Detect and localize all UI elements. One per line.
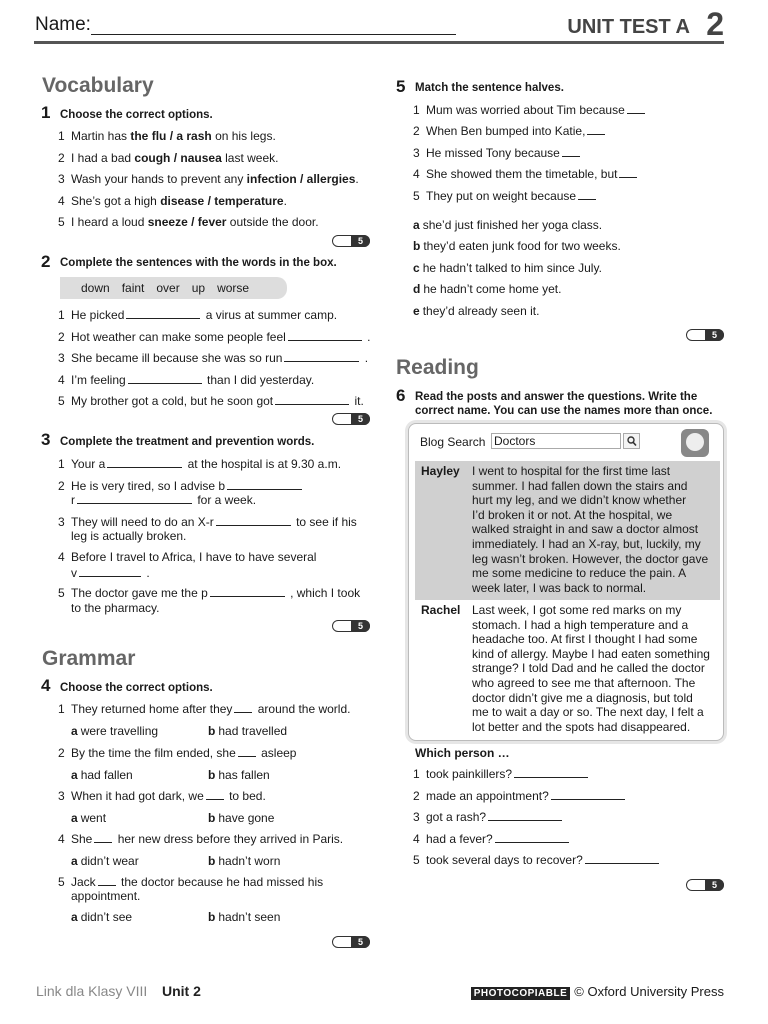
list-item	[413, 853, 661, 867]
option-letter: a	[413, 218, 420, 232]
answer-blank[interactable]	[551, 789, 625, 800]
list-item-continued	[71, 566, 150, 580]
answer-blank[interactable]	[514, 767, 588, 778]
option-a[interactable]	[71, 910, 132, 924]
option-a[interactable]	[71, 724, 158, 738]
answer-blank[interactable]	[238, 746, 256, 757]
item-text: it.	[351, 394, 364, 408]
item-text: .	[361, 351, 369, 365]
post-line: doctor didn’t give me a diagnosis, but told	[472, 690, 693, 705]
item-number: 1	[58, 129, 65, 143]
item-number: 1	[413, 103, 420, 117]
item-number: 3	[58, 515, 65, 529]
item-text: last week.	[221, 151, 279, 165]
item-text: hadn’t seen	[218, 910, 281, 924]
post-line: lot better and the spots had disappeared.	[472, 719, 691, 734]
item-text: She became ill because she was so run	[71, 351, 283, 365]
option-a[interactable]	[71, 854, 139, 868]
exercise-instruction: correct name. You can use the names more than once.	[415, 405, 713, 417]
option-letter: a	[71, 724, 78, 738]
answer-blank[interactable]	[79, 566, 141, 577]
exercise-number: 2	[41, 252, 51, 271]
post-line: me some medicine to reduce the pain. A	[472, 566, 687, 581]
option-b[interactable]	[208, 724, 287, 738]
answer-blank[interactable]	[284, 351, 359, 362]
post-line: leg wasn’t broken. However, the doctor gave	[472, 551, 709, 566]
match-option	[413, 218, 602, 232]
item-text: the doctor because he had missed his	[117, 875, 324, 889]
post-line: who agreed to see me that afternoon. The	[472, 675, 696, 690]
answer-blank[interactable]	[94, 832, 112, 843]
item-text: to the pharmacy.	[71, 601, 160, 615]
answer-blank[interactable]	[126, 308, 200, 319]
item-text: they’d already seen it.	[422, 304, 540, 318]
post-line: I’d broken it or not. At the hospital, we	[472, 507, 673, 522]
post-line: kind of allergy. Maybe I had eaten something	[472, 646, 710, 661]
option-letter: b	[208, 854, 216, 868]
item-number: 4	[413, 167, 420, 181]
item-text: she’d just finished her yoga class.	[422, 218, 603, 232]
item-text: Wash your hands to prevent any	[71, 172, 247, 186]
item-text: he hadn’t come home yet.	[423, 282, 562, 296]
item-number: 1	[58, 702, 65, 716]
option-letter: b	[208, 768, 216, 782]
option-a[interactable]	[71, 768, 133, 782]
item-text: She	[71, 832, 93, 846]
item-text: were travelling	[80, 724, 159, 738]
match-option	[413, 304, 539, 318]
item-text: /	[187, 215, 198, 229]
list-item	[58, 515, 357, 529]
item-text: /	[170, 151, 181, 165]
option-b[interactable]	[208, 811, 274, 825]
item-text: .	[355, 172, 359, 186]
list-item	[58, 172, 359, 186]
list-item	[58, 479, 304, 493]
list-item	[413, 789, 627, 803]
item-number: 3	[413, 810, 420, 824]
option-letter: b	[413, 239, 421, 253]
match-option	[413, 261, 602, 275]
item-text: to see if his	[292, 515, 357, 529]
list-item	[58, 215, 319, 229]
post-line: immediately. I had an X-ray, but, luckily, my	[472, 536, 701, 551]
item-text: for a week.	[194, 493, 257, 507]
list-item	[58, 457, 341, 471]
post-line: hurt my leg, and we didn’t know whether	[472, 493, 687, 508]
item-text: .	[283, 194, 287, 208]
exercise-instruction: Choose the correct options.	[60, 109, 213, 121]
item-number: 2	[58, 151, 65, 165]
option-letter: a	[71, 854, 78, 868]
answer-blank[interactable]	[227, 479, 302, 490]
item-text: her new dress before they arrived in Paris.	[114, 832, 344, 846]
exercise-number: 5	[396, 77, 406, 96]
item-text: hadn’t worn	[218, 854, 281, 868]
score-badge: 5	[332, 620, 370, 632]
option-letter: b	[208, 811, 216, 825]
list-item	[58, 832, 343, 846]
answer-blank[interactable]	[619, 167, 637, 178]
item-text: /	[166, 129, 177, 143]
blog-panel	[408, 423, 724, 741]
item-number: 5	[413, 189, 420, 203]
unit-title: UNIT TEST A	[567, 16, 690, 38]
item-text: appointment.	[71, 889, 141, 903]
item-number: 4	[413, 832, 420, 846]
item-text: Hot weather can make some people feel	[71, 330, 286, 344]
list-item	[413, 167, 639, 181]
item-text: I heard a loud	[71, 215, 148, 229]
footer-unit: Unit 2	[162, 983, 201, 999]
item-number: 5	[58, 586, 65, 600]
list-item	[58, 308, 337, 322]
list-item	[413, 189, 598, 203]
answer-blank[interactable]	[578, 189, 596, 200]
item-text: allergies	[306, 172, 356, 186]
photocopiable-badge: PHOTOCOPIABLE	[471, 987, 571, 1000]
blog-search-label: Blog Search	[420, 435, 486, 449]
item-text: around the world.	[254, 702, 351, 716]
box-word: over	[156, 281, 180, 295]
item-text: he hadn’t talked to him since July.	[422, 261, 602, 275]
list-item-continued	[71, 529, 186, 543]
list-item	[58, 194, 287, 208]
exercise-number: 3	[41, 430, 51, 449]
item-text: When it had got dark, we	[71, 789, 204, 803]
list-item	[58, 351, 368, 365]
list-item	[58, 373, 314, 387]
option-a[interactable]	[71, 811, 106, 825]
list-item-continued	[71, 601, 160, 615]
list-item	[58, 550, 316, 564]
item-text: /	[296, 172, 307, 186]
item-text: asleep	[257, 746, 297, 760]
item-text: cough	[134, 151, 171, 165]
item-text: , which I took	[286, 586, 361, 600]
item-text: at the hospital is at 9.30 a.m.	[184, 457, 342, 471]
list-item	[58, 151, 278, 165]
post-line: stomach. I had a high temperature and a	[472, 617, 689, 632]
option-letter: e	[413, 304, 420, 318]
box-word: down	[81, 281, 110, 295]
footer-book: Link dla Klasy VIII	[36, 983, 148, 999]
exercise-instruction: Complete the treatment and prevention words.	[60, 436, 315, 448]
option-letter: b	[208, 724, 216, 738]
list-item	[58, 129, 276, 143]
item-text: temperature	[214, 194, 284, 208]
word-box	[60, 277, 287, 299]
exercise-instruction: Read the posts and answer the questions. Write the	[415, 391, 698, 403]
list-item	[58, 330, 370, 344]
answer-blank[interactable]	[488, 810, 562, 821]
list-item	[413, 767, 590, 781]
item-text: v	[71, 566, 77, 580]
item-text: The doctor gave me the p	[71, 586, 208, 600]
item-text: to bed.	[225, 789, 266, 803]
item-number: 1	[413, 767, 420, 781]
item-text: He missed Tony because	[426, 146, 560, 160]
list-item-continued	[71, 493, 256, 507]
answer-blank[interactable]	[275, 394, 349, 405]
list-item	[58, 586, 360, 600]
item-text: I’m feeling	[71, 373, 126, 387]
exercise-number: 6	[396, 386, 406, 405]
answer-blank[interactable]	[77, 493, 192, 504]
exercise-instruction: Complete the sentences with the words in the box.	[60, 257, 337, 269]
answer-blank[interactable]	[585, 853, 659, 864]
answer-blank[interactable]	[206, 789, 224, 800]
score-badge: 5	[332, 235, 370, 247]
vocabulary-title: Vocabulary	[42, 74, 154, 97]
answer-blank[interactable]	[107, 457, 182, 468]
page-header	[34, 8, 724, 44]
item-text: r	[71, 493, 75, 507]
answer-blank[interactable]	[210, 586, 285, 597]
post-line: me to wait a day or so. The next day, I felt a	[472, 705, 704, 720]
item-text: had travelled	[218, 724, 288, 738]
answer-blank[interactable]	[128, 373, 202, 384]
list-item	[413, 810, 564, 824]
item-text: My brother got a cold, but he soon got	[71, 394, 274, 408]
score-badge: 5	[686, 879, 724, 891]
answer-blank[interactable]	[627, 103, 645, 114]
item-text: a virus at summer camp.	[202, 308, 338, 322]
answer-blank[interactable]	[562, 146, 580, 157]
item-text: took several days to recover?	[426, 853, 583, 867]
item-number: 5	[58, 875, 65, 889]
item-text: had fallen	[80, 768, 133, 782]
item-text: went	[80, 811, 107, 825]
name-field[interactable]	[91, 34, 456, 35]
box-word: faint	[121, 281, 145, 295]
item-text: Jack	[71, 875, 96, 889]
post-line: summer. I had fallen down the stairs and	[472, 478, 688, 493]
list-item	[58, 875, 323, 889]
item-text: a rash	[176, 129, 212, 143]
option-letter: a	[71, 910, 78, 924]
item-text: .	[143, 566, 150, 580]
item-number: 3	[58, 789, 65, 803]
post-line: walked straight in and saw a doctor almost	[472, 522, 699, 537]
post-author: Hayley	[421, 464, 460, 478]
item-text: infection	[246, 172, 297, 186]
item-text: the flu	[130, 129, 167, 143]
list-item	[413, 124, 607, 138]
item-text: fever	[197, 215, 227, 229]
item-text: Mum was worried about Tim because	[426, 103, 625, 117]
item-number: 2	[413, 124, 420, 138]
list-item	[58, 394, 364, 408]
post-line: week later, I was back to normal.	[472, 580, 647, 595]
item-number: 2	[58, 479, 65, 493]
post-text	[472, 464, 717, 595]
list-item	[58, 789, 266, 803]
item-text: made an appointment?	[426, 789, 549, 803]
match-option	[413, 239, 621, 253]
item-text: They put on weight because	[426, 189, 577, 203]
option-letter: a	[71, 811, 78, 825]
item-number: 2	[413, 789, 420, 803]
avatar	[681, 429, 709, 457]
item-text: didn’t wear	[80, 854, 139, 868]
item-number: 3	[58, 172, 65, 186]
footer-publisher: PHOTOCOPIABLE © Oxford University Press	[471, 984, 724, 1000]
box-word: worse	[217, 281, 250, 295]
item-text: disease	[160, 194, 205, 208]
blog-post	[415, 600, 720, 736]
post-author: Rachel	[421, 603, 461, 617]
item-text: have gone	[218, 811, 275, 825]
item-number: 4	[58, 373, 65, 387]
item-number: 4	[58, 194, 65, 208]
answer-blank[interactable]	[234, 702, 252, 713]
item-text: didn’t see	[80, 910, 133, 924]
search-button[interactable]	[623, 433, 640, 449]
item-number: 5	[413, 853, 420, 867]
post-line: strange? I told Dad and he called the doctor	[472, 661, 705, 676]
item-text: He picked	[71, 308, 125, 322]
option-letter: b	[208, 910, 216, 924]
option-b[interactable]	[208, 854, 280, 868]
item-text: I had a bad	[71, 151, 135, 165]
exercise-number: 4	[41, 676, 51, 695]
item-number: 3	[58, 351, 65, 365]
post-line: headache too. At first I thought I had some	[472, 632, 698, 647]
item-text: sneeze	[147, 215, 188, 229]
answer-blank[interactable]	[495, 832, 569, 843]
list-item	[58, 746, 296, 760]
answer-blank[interactable]	[587, 124, 605, 135]
post-text	[472, 603, 717, 734]
item-number: 2	[58, 330, 65, 344]
option-letter: c	[413, 261, 420, 275]
item-text: Your a	[71, 457, 106, 471]
item-text: nausea	[180, 151, 222, 165]
grammar-title: Grammar	[42, 647, 136, 670]
score-badge: 5	[332, 413, 370, 425]
option-letter: d	[413, 282, 421, 296]
exercise-number: 1	[41, 103, 51, 122]
question-intro: Which person …	[415, 746, 510, 760]
item-text: .	[363, 330, 371, 344]
item-text: Before I travel to Africa, I have to have several	[71, 550, 317, 564]
item-number: 2	[58, 746, 65, 760]
list-item	[413, 146, 582, 160]
item-number: 5	[58, 215, 65, 229]
search-icon	[627, 436, 637, 447]
item-text: outside the door.	[226, 215, 319, 229]
match-option	[413, 282, 561, 296]
name-label: Name:	[35, 14, 91, 35]
option-letter: a	[71, 768, 78, 782]
item-text: than I did yesterday.	[203, 373, 315, 387]
answer-blank[interactable]	[216, 515, 291, 526]
item-text: on his legs.	[211, 129, 276, 143]
blog-search-input[interactable]: Doctors	[491, 433, 621, 449]
exercise-instruction: Choose the correct options.	[60, 682, 213, 694]
item-text: has fallen	[218, 768, 270, 782]
item-text: had a fever?	[426, 832, 493, 846]
item-text: By the time the film ended, she	[71, 746, 236, 760]
item-text: She showed them the timetable, but	[426, 167, 618, 181]
answer-blank[interactable]	[98, 875, 116, 886]
item-text: took painkillers?	[426, 767, 513, 781]
item-text: /	[204, 194, 215, 208]
list-item	[413, 103, 647, 117]
item-number: 1	[58, 457, 65, 471]
unit-number: 2	[706, 6, 724, 42]
item-text: They returned home after they	[71, 702, 233, 716]
list-item	[413, 832, 571, 846]
item-number: 1	[58, 308, 65, 322]
blog-post	[415, 461, 720, 600]
exercise-instruction: Match the sentence halves.	[415, 82, 564, 94]
list-item-continued	[71, 889, 140, 903]
score-badge: 5	[332, 936, 370, 948]
score-badge: 5	[686, 329, 724, 341]
item-text: He is very tired, so I advise b	[71, 479, 226, 493]
item-number: 5	[58, 394, 65, 408]
box-word: up	[191, 281, 206, 295]
post-line: Last week, I got some red marks on my	[472, 603, 682, 617]
item-text: They will need to do an X-r	[71, 515, 214, 529]
item-text: they’d eaten junk food for two weeks.	[423, 239, 621, 253]
item-number: 4	[58, 550, 65, 564]
answer-blank[interactable]	[288, 330, 362, 341]
reading-title: Reading	[396, 356, 479, 379]
option-b[interactable]	[208, 910, 280, 924]
item-text: When Ben bumped into Katie,	[426, 124, 586, 138]
item-text: leg is actually broken.	[71, 529, 187, 543]
item-number: 4	[58, 832, 65, 846]
option-b[interactable]	[208, 768, 270, 782]
item-text: She’s got a high	[71, 194, 161, 208]
item-number: 3	[413, 146, 420, 160]
list-item	[58, 702, 350, 716]
post-line: I went to hospital for the first time last	[472, 464, 671, 478]
item-text: Martin has	[71, 129, 131, 143]
item-text: got a rash?	[426, 810, 487, 824]
